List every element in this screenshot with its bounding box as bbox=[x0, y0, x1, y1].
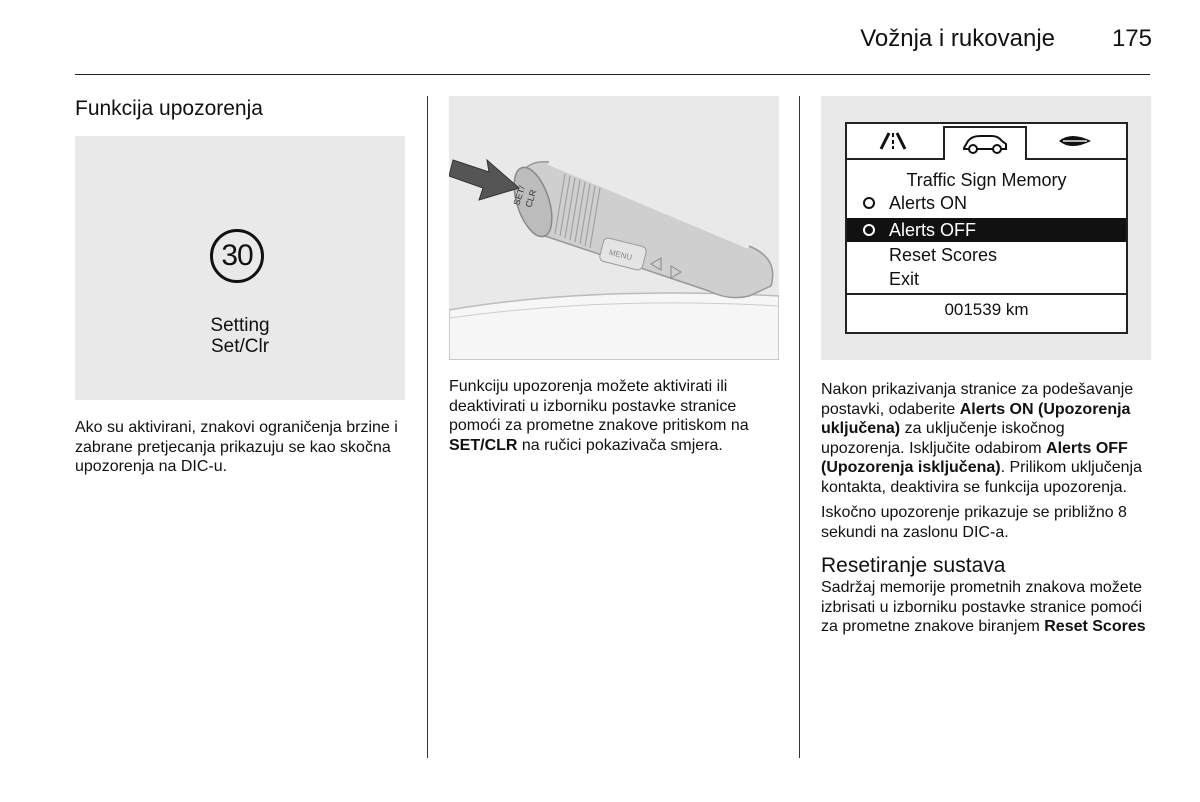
section-heading: Funkcija upozorenja bbox=[75, 97, 263, 120]
warning-figure bbox=[75, 136, 405, 400]
stalk-menu-label: MENU bbox=[607, 247, 634, 263]
dic-option-label: Alerts OFF bbox=[889, 220, 977, 240]
header-rule bbox=[75, 74, 1150, 75]
radio-icon bbox=[863, 224, 875, 236]
dic-menu-title: Traffic Sign Memory bbox=[906, 170, 1067, 190]
dic-option-alerts-on bbox=[847, 191, 1126, 215]
text-part: Sadržaj memorije prometnih znakova možete izbrisati u izborniku postavke stranice pomoći za prometne znakove biranjem bbox=[821, 579, 1143, 635]
text-part: na ručici pokazivača smjera. bbox=[517, 436, 723, 454]
dic-divider bbox=[847, 293, 1126, 295]
setting-caption bbox=[75, 315, 405, 357]
bold-term: Alerts ON (Upozorenja uključena) bbox=[821, 400, 1131, 437]
body-paragraph: Iskočno upozorenje prikazuje se približno 8 sekundi na zaslonu DIC-a. bbox=[821, 504, 1127, 541]
dic-odometer: 001539 km bbox=[944, 300, 1029, 319]
text-part: za uključenje iskočnog upozorenja. Isključite odabirom bbox=[821, 420, 1065, 457]
dic-option-label: Alerts ON bbox=[889, 193, 968, 213]
eco-leaf-icon bbox=[1035, 128, 1115, 154]
column-divider bbox=[799, 96, 800, 758]
speed-limit-sign-icon bbox=[210, 229, 264, 283]
stalk-clr-label: CLR bbox=[523, 188, 539, 209]
body-paragraph bbox=[821, 578, 1151, 637]
car-icon bbox=[943, 126, 1027, 160]
body-paragraph: Ako su aktivirani, znakovi ograničenja brzine i zabrane pretjecanja prikazuju se kao skočna upozorenja na DIC-u. bbox=[75, 419, 398, 475]
dic-figure bbox=[821, 96, 1151, 360]
dic-option-exit bbox=[847, 267, 1126, 291]
setting-line-1: Setting bbox=[210, 315, 270, 336]
column-3 bbox=[821, 96, 1151, 637]
body-paragraph bbox=[449, 377, 779, 455]
dic-screen bbox=[845, 122, 1128, 334]
column-2 bbox=[449, 96, 779, 455]
body-paragraph bbox=[821, 380, 1151, 497]
reset-section bbox=[821, 554, 1151, 637]
bold-term: Reset Scores bbox=[1044, 618, 1146, 635]
running-header: Vožnja i rukovanje bbox=[860, 25, 1055, 52]
dic-option-label: Exit bbox=[889, 269, 920, 289]
column-1 bbox=[75, 94, 405, 477]
road-icon bbox=[853, 128, 933, 154]
text-part: Funkciju upozorenja možete aktivirati ili deaktivirati u izborniku postavke stranice pomoći za prometne znakove pritiskom na bbox=[449, 378, 749, 434]
page-number: 175 bbox=[1111, 25, 1152, 52]
speed-limit-value: 30 bbox=[221, 239, 253, 272]
sub-heading: Resetiranje sustava bbox=[821, 554, 1006, 577]
stalk-set-label: SET/ bbox=[511, 184, 528, 207]
radio-icon bbox=[863, 197, 875, 209]
setting-line-2: Set/Clr bbox=[210, 336, 270, 357]
text-part: Nakon prikazivanja stranice za podešavanje postavki, odaberite bbox=[821, 381, 1134, 418]
dic-option-reset-scores bbox=[847, 243, 1126, 267]
dic-option-alerts-off bbox=[847, 218, 1126, 242]
column-3-text bbox=[821, 380, 1151, 637]
turn-signal-stalk-figure bbox=[449, 96, 779, 360]
stalk-illustration bbox=[449, 96, 779, 360]
bold-term: Alerts OFF (Upozorenja isključena) bbox=[821, 439, 1128, 476]
dic-option-label: Reset Scores bbox=[889, 245, 998, 265]
bold-term: SET/CLR bbox=[449, 436, 518, 454]
text-part: . Prilikom uključenja kontakta, deaktivira se funkcija upozorenja. bbox=[821, 459, 1142, 496]
column-divider bbox=[427, 96, 428, 758]
dic-tab-bar bbox=[847, 124, 1126, 160]
